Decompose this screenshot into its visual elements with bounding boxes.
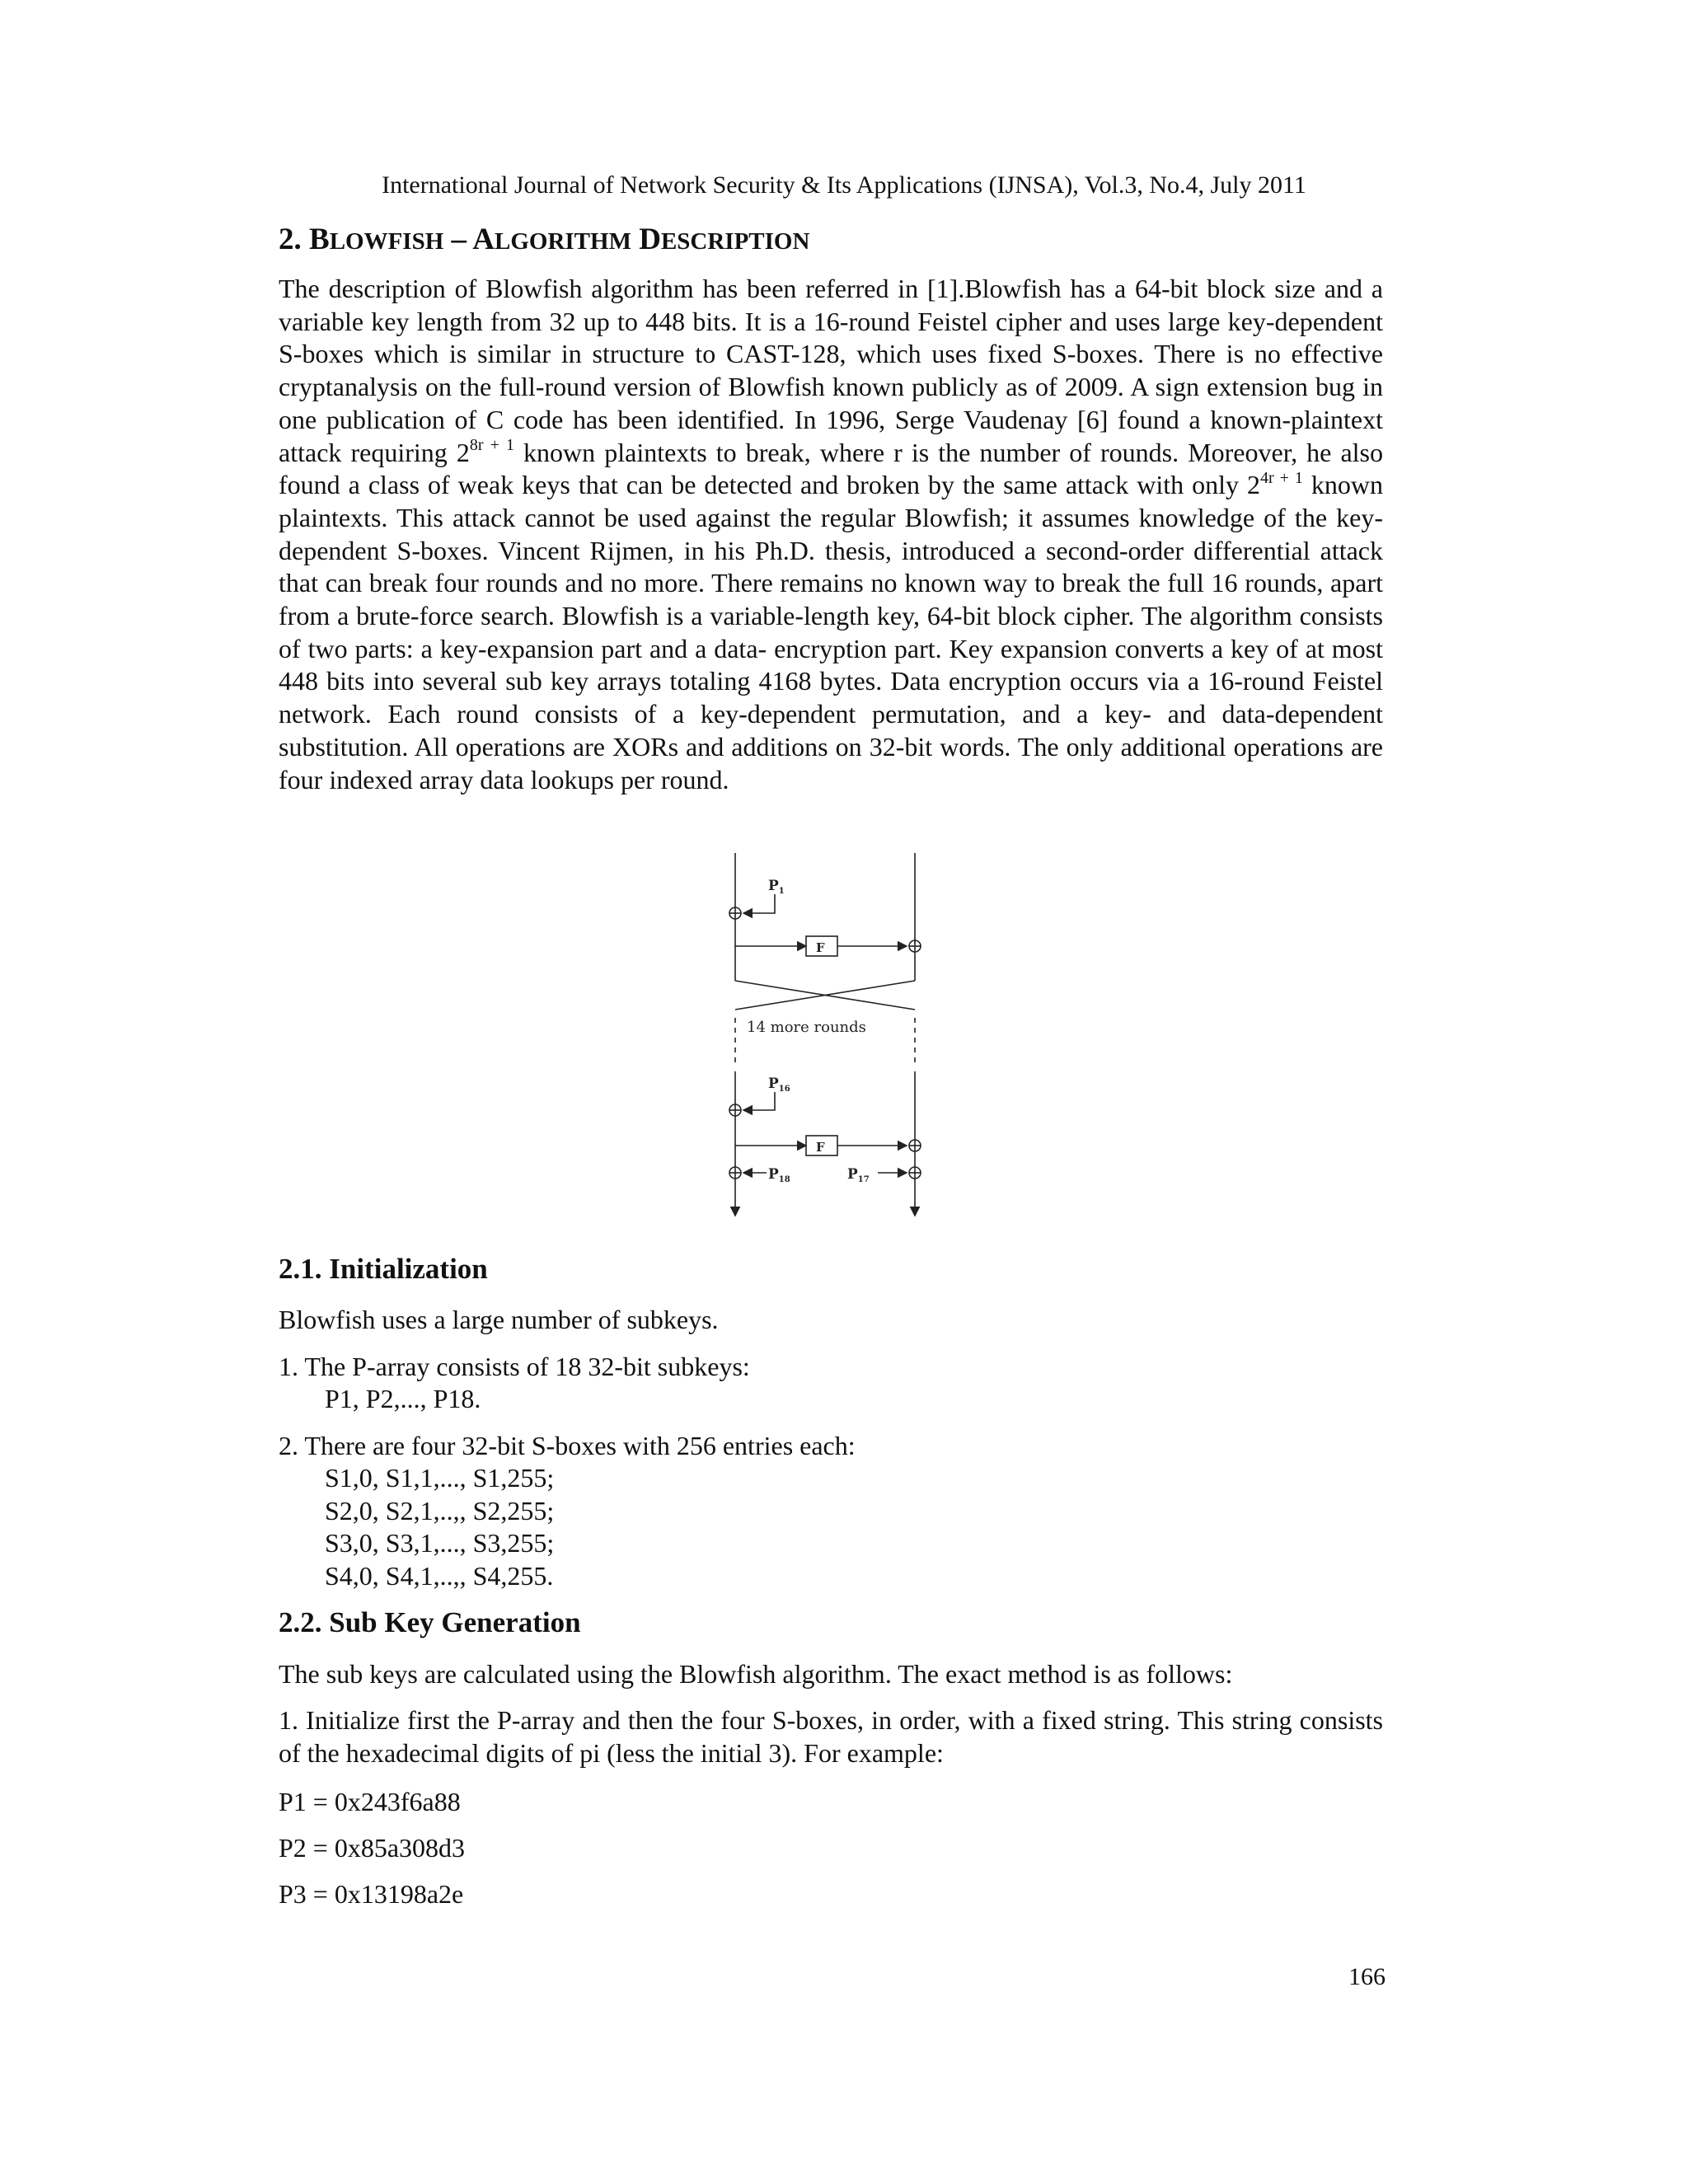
p16-arrow — [743, 1092, 775, 1110]
more-rounds-label: 14 more rounds — [747, 1019, 866, 1036]
section-heading: 2. BLOWFISH – ALGORITHM DESCRIPTION — [279, 223, 810, 256]
subkey-step-1: 1. Initialize first the P-array and then the four S-boxes, in order, with a fixed string. This string consists of the hexadecimal digits of pi (less the initial 3). For example: — [279, 1705, 1383, 1768]
subkey-intro: The sub keys are calculated using the Blowfish algorithm. The exact method is as follows: — [279, 1659, 1233, 1689]
example-line: P2 = 0x85a308d3 — [279, 1833, 466, 1863]
p16-label: $P_{16}$ — [768, 1076, 790, 1094]
init-item-1-sub: P1, P2,..., P18. — [325, 1384, 481, 1413]
example-line: P1 = 0x243f6a88 — [279, 1787, 461, 1816]
p18-label: $P_{18}$ — [768, 1166, 790, 1184]
p1-label: $P_1$ — [768, 878, 785, 896]
sbox-line: S1,0, S1,1,..., S1,255; — [325, 1463, 555, 1493]
f-label: F — [816, 940, 825, 955]
init-item-1: 1. The P-array consists of 18 32-bit subkeys: — [279, 1352, 750, 1381]
init-intro: Blowfish uses a large number of subkeys. — [279, 1305, 719, 1334]
sbox-line: S4,0, S4,1,..,, S4,255. — [325, 1561, 554, 1591]
blowfish-feistel-diagram — [709, 849, 956, 1220]
subkey-heading: 2.2. Sub Key Generation — [279, 1606, 581, 1638]
sbox-line: S3,0, S3,1,..., S3,255; — [325, 1528, 555, 1558]
f-label: F — [816, 1140, 825, 1155]
running-header: International Journal of Network Security & Its Applications (IJNSA), Vol.3, No.4, July 2011 — [382, 171, 1306, 199]
init-item-2: 2. There are four 32-bit S-boxes with 256 entries each: — [279, 1431, 856, 1460]
page-number: 166 — [1348, 1963, 1386, 1990]
p17-label: $P_{17}$ — [847, 1166, 870, 1184]
p1-arrow — [743, 894, 775, 913]
initialization-heading: 2.1. Initialization — [279, 1253, 488, 1285]
example-line: P3 = 0x13198a2e — [279, 1879, 464, 1909]
sbox-line: S2,0, S2,1,..,, S2,255; — [325, 1496, 555, 1526]
section-body-paragraph: The description of Blowfish algorithm has been referred in [1].Blowfish has a 64-bit block size and a variable key length from 32 up to 448 bits. It is a 16-round Feistel cipher and uses large key-dependent S-boxes which is similar in structure to CAST-128, which uses fixed S-boxes. There is no effective cryptanalysis on the full-round version of Blowfish known publicly as of 2009. A sign extension bug in one publication of C code has been identified. In 1996, Serge Vaudenay [6] found a known-plaintext attack requiring $2^{8r + 1}$ known plaintexts to break, where r is the number of rounds. Moreover, he also found a class of weak keys that can be detected and broken by the same attack with only $2^{4r + 1}$ known plaintexts. This attack cannot be used against the regular Blowfish; it assumes knowledge of the key-dependent S-boxes. Vincent Rijmen, in his Ph.D. thesis, introduced a second-order differential attack that can break four rounds and no more. There remains no known way to break the full 16 rounds, apart from a brute-force search. Blowfish is a variable-length key, 64-bit block cipher. The algorithm consists of two parts: a key-expansion part and a data- encryption part. Key expansion converts a key of at most 448 bits into several sub key arrays totaling 4168 bytes. Data encryption occurs via a 16-round Feistel network. Each round consists of a key-dependent permutation, and a key- and data-dependent substitution. All operations are XORs and additions on 32-bit words. The only additional operations are four indexed array data lookups per round. — [279, 274, 1384, 794]
